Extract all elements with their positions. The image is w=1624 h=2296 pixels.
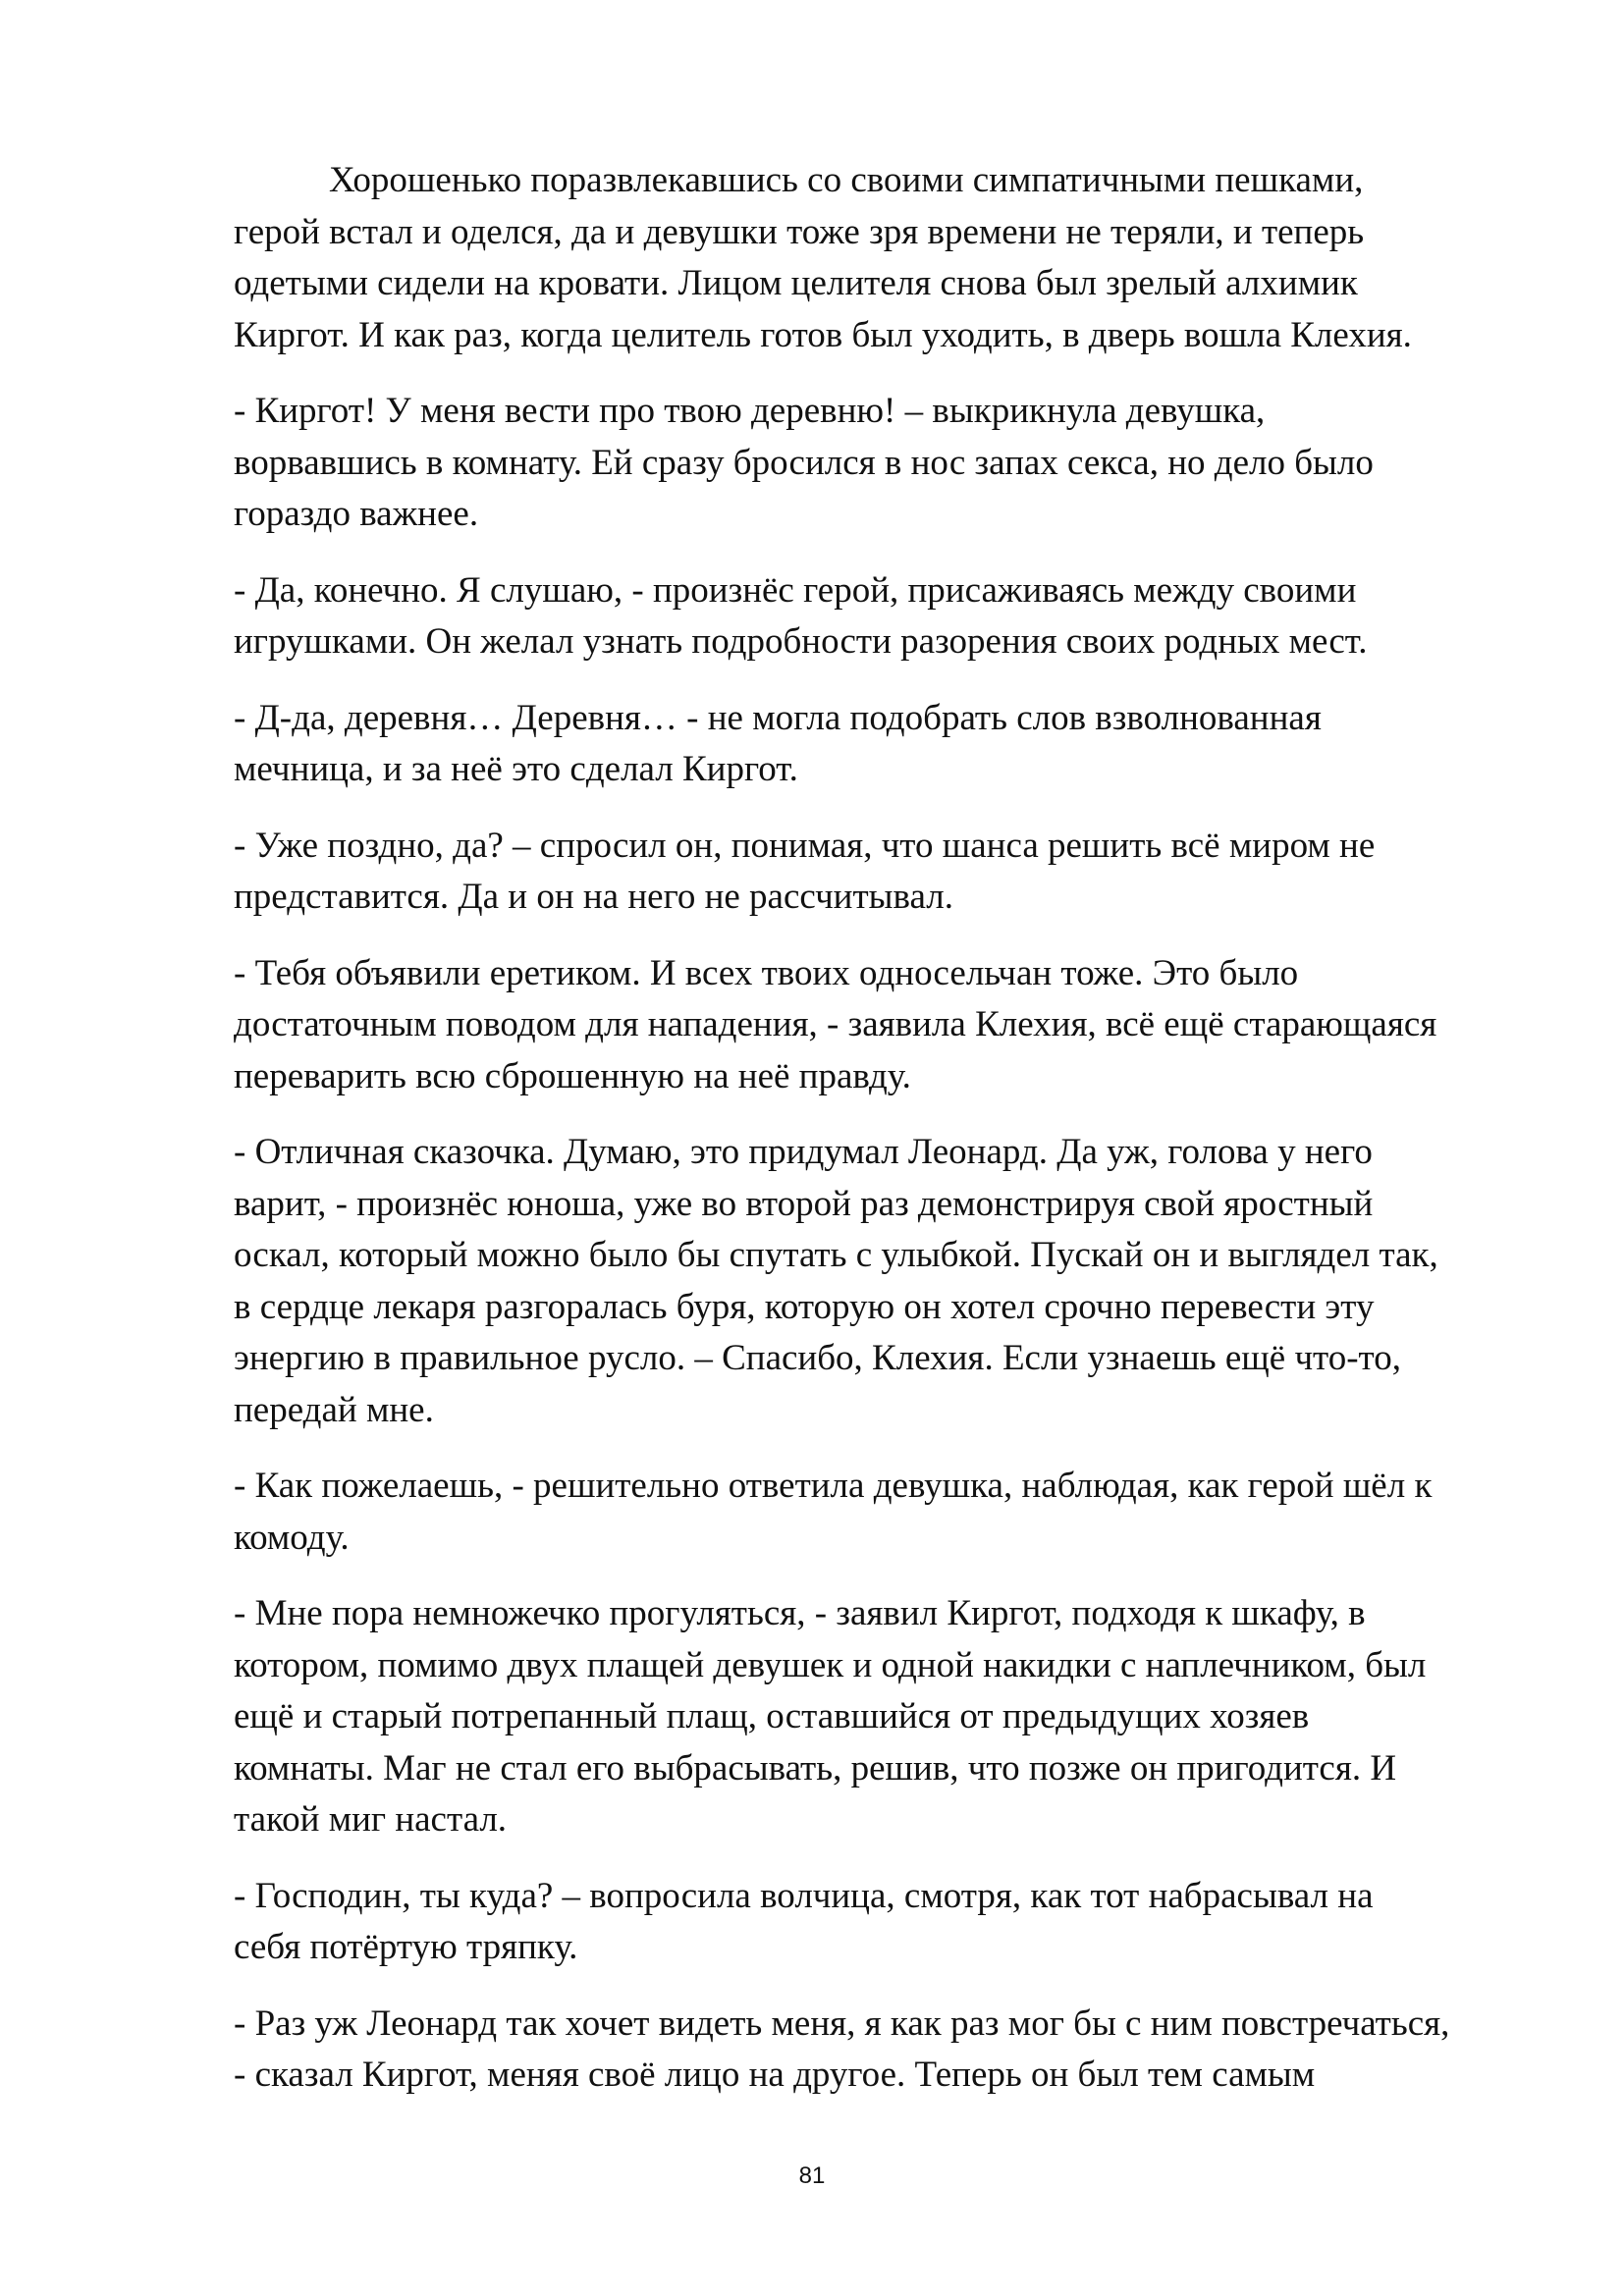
text-line: в сердце лекаря разгоралась буря, которую он хотел срочно перевести эту: [234, 1286, 1375, 1327]
paragraph: [234, 1127, 1549, 1436]
body-text: [234, 155, 1549, 2126]
page-number: 81: [798, 2163, 826, 2189]
text-line: ещё и старый потрепанный плащ, оставшийся от предыдущих хозяев: [234, 1696, 1310, 1736]
paragraph: [234, 386, 1549, 541]
text-line: гораздо важнее.: [234, 494, 479, 534]
text-line: энергию в правильное русло. – Спасибо, Клехия. Если узнаешь ещё что-то,: [234, 1338, 1401, 1378]
paragraph: [234, 1999, 1549, 2102]
paragraph: [234, 155, 1549, 361]
text-line: котором, помимо двух плащей девушек и одной накидки с наплечником, был: [234, 1644, 1427, 1685]
paragraph: [234, 821, 1549, 924]
text-line: передай мне.: [234, 1389, 434, 1430]
text-line: Хорошенько поразвлекавшись со своими симпатичными пешками,: [329, 160, 1364, 200]
text-line: комоду.: [234, 1517, 350, 1558]
text-line: варит, - произнёс юноша, уже во второй раз демонстрируя свой яростный: [234, 1183, 1374, 1224]
text-line: себя потёртую тряпку.: [234, 1927, 578, 1967]
text-line: - Киргот! У меня вести про твою деревню! – выкрикнула девушка,: [234, 391, 1266, 431]
paragraph: [234, 1588, 1549, 1846]
text-line: одетыми сидели на кровати. Лицом целителя снова был зрелый алхимик: [234, 263, 1358, 303]
text-line: - Господин, ты куда? – вопросила волчица, смотря, как тот набрасывал на: [234, 1875, 1374, 1916]
text-line: - Отличная сказочка. Думаю, это придумал Леонард. Да уж, голова у него: [234, 1132, 1373, 1172]
text-line: ворвавшись в комнату. Ей сразу бросился в нос запах секса, но дело было: [234, 442, 1374, 483]
text-line: достаточным поводом для нападения, - заявила Клехия, всё ещё старающаяся: [234, 1004, 1437, 1044]
text-line: комнаты. Маг не стал его выбрасывать, решив, что позже он пригодится. И: [234, 1747, 1397, 1789]
text-line: такой миг настал.: [234, 1799, 508, 1840]
paragraph: [234, 565, 1549, 668]
text-line: мечница, и за неё это сделал Киргот.: [234, 749, 798, 789]
text-line: - Тебя объявили еретиком. И всех твоих односельчан тоже. Это было: [234, 952, 1299, 993]
text-line: - Да, конечно. Я слушаю, - произнёс герой, присаживаясь между своими: [234, 569, 1357, 611]
text-line: герой встал и оделся, да и девушки тоже зря времени не теряли, и теперь: [234, 211, 1365, 252]
text-line: игрушками. Он желал узнать подробности разорения своих родных мест.: [234, 621, 1368, 662]
text-line: - Раз уж Леонард так хочет видеть меня, я как раз мог бы с ним повстречаться,: [234, 2002, 1450, 2044]
text-line: оскал, который можно было бы спутать с улыбкой. Пускай он и выглядел так,: [234, 1235, 1438, 1275]
text-line: - Д-да, деревня… Деревня… - не могла подобрать слов взволнованная: [234, 697, 1322, 738]
text-line: - Мне пора немножечко прогуляться, - заявил Киргот, подходя к шкафу, в: [234, 1593, 1366, 1633]
text-line: - сказал Киргот, меняя своё лицо на другое. Теперь он был тем самым: [234, 2055, 1316, 2095]
text-line: Киргот. И как раз, когда целитель готов был уходить, в дверь вошла Клехия.: [234, 314, 1412, 355]
text-line: - Как пожелаешь, - решительно ответила девушка, наблюдая, как герой шёл к: [234, 1466, 1433, 1506]
text-line: - Уже поздно, да? – спросил он, понимая, что шанса решить всё миром не: [234, 825, 1376, 866]
paragraph: [234, 1461, 1549, 1564]
paragraph: [234, 948, 1549, 1103]
text-line: переварить всю сброшенную на неё правду.: [234, 1055, 911, 1096]
paragraph: [234, 1871, 1549, 1974]
text-line: представится. Да и он на него не рассчитывал.: [234, 877, 953, 917]
paragraph: [234, 693, 1549, 796]
